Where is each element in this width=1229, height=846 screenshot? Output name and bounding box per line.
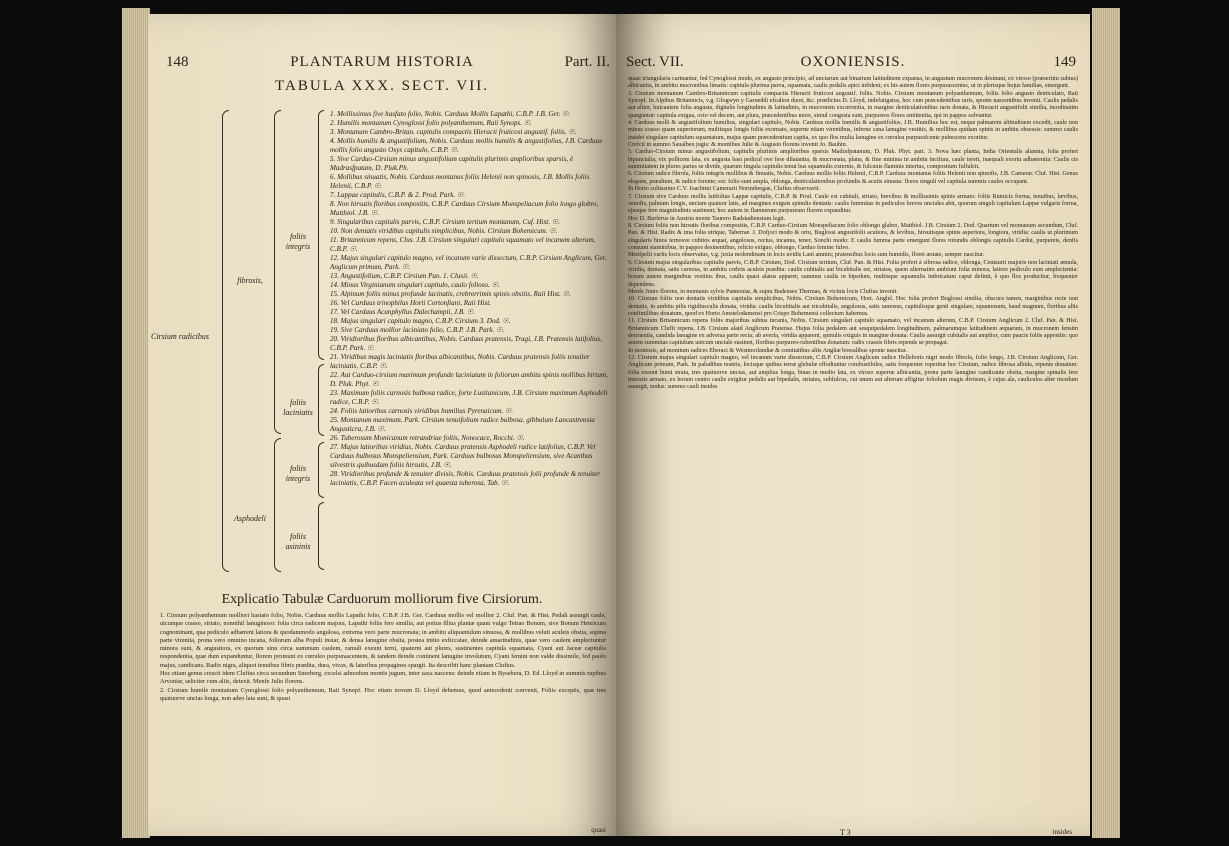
right-running-head: OXONIENSIS.: [800, 54, 906, 70]
right-page: [616, 14, 1090, 836]
sub-laciniatis: foliis laciniatis: [283, 398, 313, 417]
sub-integris-2: foliis integris: [285, 464, 311, 483]
table-entry: 9. Singularibus capitulis parvis, C.B.P. Cirsium tertium montanum, Cuf. Hist. ☉.: [330, 218, 560, 226]
table-entry: 8. Non hirsutis floribus compositis, C.B.P. Carduus Cirsium Monspeliacum folio longo globro, Matthiol. J.B. ☉.: [330, 200, 599, 217]
right-body-text: [628, 76, 1078, 392]
left-running-head: PLANTARUM HISTORIA: [290, 54, 474, 70]
paragraph: 8. Cirsium foliis non hirsutis floribus compositis, C.B.P. Carduo-Cirsium Monspeliacum folio oblongo glabro, Matthiol. J.B. Cirsium 2. Dod. Quartum vel montanum secundum, Cluf. Pan. & Hist. Radix & ima folia utrique, Tabernæ. J. Dofjoci modo & ortu, Buglossi angustifolii acutiora, & levibus, hirsutisque spinis asperiora, longiora, viridia: caulis ut plurimum singularis binos ternosve cubitos æquat, angulosus, rectus, incanus, tener, Sonchi modo: E caulis fumma parte emergunt flores rotundis oblongis capitulis Cardui, purpureis, denfis constant staminibus, in pappos desinentibus, relicto exiguo, oblongo, Carduo femine fulvo.: [628, 222, 1078, 251]
right-section-label: Sect. VII.: [626, 54, 684, 70]
table-entry: 28. Viridioribus profunde & tenuiter divisis, Nobis. Carduus pratensis folii profunde & tenuiter laciniatis, C.B.P. Facen aculeata vel quaesta tuberosa, Tab. ☉.: [330, 470, 601, 487]
signature-mark: T 3: [840, 828, 851, 836]
integris-2-brace: [318, 442, 324, 498]
table-entry: 19. Sive Carduus mollior laciniato folio, C.B.P. J.B. Park. ☉.: [330, 326, 505, 334]
laciniatis-brace: [318, 364, 324, 436]
table-entry: 25. Montanum maximum, Park. Cirsium tenuifolium radice bulbosa, gibbulum Lancastrensia Angusticra, J.B. ☉.: [330, 416, 595, 433]
table-entry: 2. Humilis montanum Cynoglossi folio polyanthemum, Raii Synops. ☉.: [330, 119, 532, 127]
paragraph: Crefcit in summo Saualbeu jugis: & montibus Julie & Augusto florens invenit Jo. Bauhin.: [628, 142, 848, 149]
explicatio-title: Explicatio Tabulæ Carduorum molliorum five Cirsiorum.: [221, 592, 543, 607]
table-entry: 6. Mollibus sinuatis, Nobis. Carduus montanus foliis Helenii non spinosis, J.B. Mollis foliis Helenii, C.B.P. ☉.: [330, 173, 590, 190]
sub-integris: foliis integris: [285, 232, 311, 251]
table-entry: 22. Aut Carduo-cirsium maximum profunde laciniatum in foliorum ambitu spinis mollibus hirtum, D. Pluk. Phyt. ☉.: [330, 371, 608, 388]
paragraph: In montosis, ad montium radices Eberaci & Westmorlandiæ & comitatibus aliis Angliæ borealibus sponte nascitur.: [628, 347, 907, 354]
root-brace: [222, 110, 229, 572]
paragraph: 2. Cirsium humile montanum Cynoglossi folio polyanthemum, Raii Synopf. Hoc etiam novum D. Lloyd debemus, quod antecedenti convenit, Foliis exceptis, quæ tres quatuorve uncias longa, non adeo lata sunt, & quasi: [160, 686, 606, 702]
paragraph: 9. Cirsium majus singularibus capitulis parvis, C.B.P. Cirsium, Dod. Cirsium tertium, Cluf. Pan. & Hist. Folia profert à sibrosa radice, oblonga, Centaurii majoris non laciniati æmula, viridia, dentata, satis carnosa, in ambitu crebris aculeis prædita: caulis cubitalis aut bicubitalis est, striatus, quem alternatim ambiunt folia minora, latiore pediculo eum amplectentia: horum autem marginibus vestitus ibus, caulis quasi alatus apparet; summus caulis in bipedum, multisque squamulis imbricatum caput definit, è quo flos producitur, frequenter dependens.: [628, 259, 1078, 288]
table-entry: 20. Viridioribus floribus albicantibus, Nobis. Carduus pratensis, Tragi, J.B. Pratensis latifolius, C.B.P. Park. ☉.: [330, 335, 602, 352]
table-entry: 23. Maximum foliis carnosis bulbosa radice, forte Lusitanicum, J.B. Cirsium maximum Asphodeli radice, C.B.P. ☉.: [330, 389, 608, 406]
table-entry: 26. Tuberosum Monicanum retrandriae foliis, Nonocace, Rocchi. ☉.: [330, 434, 525, 442]
paragraph: 6. Cirsium radice fibrofa, foliis integris mollibus & finuatis, Nobis. Carduus mollis foliis Helenii, C.B.P. Carduus montanus foliis Helenii non spinofis, J.B. Camerar. Cluf. Hist. Genus elegans, præaltum, & radice ferente; est: folio sunt ampla, oblonga, denticulationibus profundis & acutis sinuata: flores singuli vel capitula summis caules occupant.: [628, 171, 1078, 185]
left-page-number: 148: [166, 54, 189, 70]
paragraph: 12. Cirsium majus singulari capitulo magno, vel incanum varie dissectum, C.B.P. Cirsium Anglicum radice Helleboris nigri modo fibrofa, folio longo, J.B. Cirsium Anglicum, Ger. Anglicum primum, Park. In paludibus nostris, locisque quibus terræ glebulæ effodiuntur combustibiles, satis frequenter reperitur hoc Cirsium, radice fibrosa albida, repente donatum: folia exeunt humi strata, tres quatuorve uncias, aut amplius longa, binas in medio lata, ex viroso superne albicantia, prona parte lanugine candicante obsita, margine spinulis fere innoxiis armato, ex horum centro caulis exigitur pedalis aut bipedalis, striatus, subfulcus, cui unum aut alterum affigitur foliolum magis divisum, è cujus ala, cauliculos alter incedum assurgit, nodus: summo cauli insides: [628, 355, 1078, 391]
fibrosis-brace: [274, 110, 281, 434]
right-catchword: insides: [1052, 828, 1072, 836]
table-entry: 7. Lappae capitulis, C.B.P. & 2. Prod. Park. ☉.: [330, 191, 466, 199]
sub-asininis: foliis asininis: [285, 532, 311, 551]
table-entry: 15. Alpinum foliis minus profunde lacinatis, crebrerrimis spinis obsitis, Raii Hist. ☉.: [330, 290, 571, 298]
paragraph: Menfe Junio florens, in montanis sylvis Pannoniæ, & supra Badenses Thermas, & vicinis locis Clufius invenit.: [628, 288, 898, 295]
table-entry: 4. Mollis humilis & angustifolium, Nobis. Carduus mollis humilis & angustifolius, J.B. Carduus mollis folio angusto Oxys capitulo, C.B.P. ☉.: [330, 137, 602, 154]
paragraph: 10. Cirsium foliis non dentatis viridibus capitulis simplicibus, Nobis. Cirsium Bohemicum, Hort. Anglel. Hoc folia profert Buglossi similia, obscura tamen, marginibus recte non dentatis, in ambitu pilis rigidiusculis donata, viridia: caulis bicubitalis aut tricubitalis, angulosus, satis ramosus, capitulisque genti singulare, squamosum, haud magnum, floribus aliis confimilibus donatum, quod ex Horto Amstelodamensi pro Crispo Bohemensi collectum habemus.: [628, 296, 1078, 317]
right-page-number: 149: [1053, 54, 1076, 70]
paragraph: Menfpelii variis locis observatus, v.g. juxta molendinum in locis uvidis Lani ammis; pratensibus locis sum humidis, floret æstate, semper nascitur.: [628, 252, 985, 259]
paragraph: 1. Cirsium polyanthemum molliori hastato folio, Nobis. Carduus mollis Lapathi folio, C.B.P. J.B. Ger. Carduus mollis vel mollior 2. Cluf. Pan. & Hist. Pedali assurgit caule, utcunque crasso, striato, nonnihil lanuginoso: folia circa radicem majora, Lapathi foliis fere similia, aut potius illius plantæ quam vulgo Tetrao Bonum, sive Bonum Henricum cognominant, qua pediculo adhærent latiora & quodammodo angulosa, extrema vero parte mucronata; in ambitu aliquantulum sinuosa, & mollibus veluti aculeis obsita, supina parte virentia, prona vero omnino incana, foliorum alba Populi instar, & densa lanugine obsita, postea initio exficcatae, deinde amaritudinis, quae vero caulem amplectuntur minora sunt, & angustiora, ex quorum sinu circa summum caulem, ramuli exeunt terni, quaterni aut plures, sustinentes capitula squamata, Cyani aut Jaceæ capitulis respondentia, quæ dum expanduntur, florem promunt ex cœruleo purpurascentem, & tandem deinde continent lanugine involutum, Cyani femini non valde dissimile, fed paulo majus, candicans. Radix nigra, aliquot tenuibus fibris prædita, dura, vivax, & lateribus propagines spargit. Ita describit hanc plantam Clufius.: [160, 612, 606, 669]
table-entry: 11. Britannicum repens, Clus. J.B. Cirsium singulari capitulo squamato vel incanum alterum, C.B.P. ☉.: [330, 236, 596, 253]
table-entry: 13. Angustifolium, C.B.P. Cirsium Pan. 1. Clusii. ☉.: [330, 272, 479, 280]
left-body-text: [160, 612, 606, 703]
right-page-edges: [1092, 8, 1120, 838]
left-page-edges: [122, 8, 150, 838]
table-entry: 10. Non dentatis viridibus capitulis simplicibus, Nobis. Cirsium Bohemicum. ☉.: [330, 227, 558, 235]
left-catchword: quasi: [591, 826, 606, 834]
left-part-label: Part. II.: [564, 54, 610, 70]
branch-fibrosis: fibrosis,: [237, 276, 263, 285]
integris-brace: [318, 110, 324, 360]
table-entry: 17. Vel Carduus Acanphyllus Dalechampii, J.B. ☉.: [330, 308, 475, 316]
table-entry: 16. Vel Carduus trinophilus Horti Cortonfiani, Raii Hist.: [330, 299, 491, 307]
paragraph: quasi triangularia carinantur, fed Cynoglossi modo, ex angusto principio, ad unciarum aut binarium latitudinem expansa, in angustum mucronem desinunt, ex viroso (præsertim subtus) albicantia, in ambitu mucronibus limatis: capitula plurima parva, squamata, caulis pedalis apici infident; ex his autem flores purpurascentes, ut in plerisque hujus familiae, emergunt.: [628, 76, 1078, 90]
table-entry: 3. Montanum Cambro-Britan. capitulis compactis Hieracii fruticosi angustif. foliis. ☉.: [330, 128, 577, 136]
root-label: Cirsium radicibus: [150, 332, 209, 341]
asphodeli-brace: [274, 438, 281, 572]
table-entry: 18. Majus singulari capitulo magno, C.B.P. Cirsium 3. Dod. ☉.: [330, 317, 511, 325]
paragraph: 7. Cirsium sive Carduus mollis latifolius Lappæ capitulis, C.B.P. & Prod. Caule est cubitali, striato, brevibus & mollissimis spinis armato: foliis Rumicis forma, tenuibus, lævibus, venofis, palmum longis, unciam quatuor latis, ad margines exiguis spinulis dentatis: caulis fummitas in pediculos breves unciales abit, quorum singuli capitulum Lappæ vulgaris forma, ejusque fere magnitudinis sustinent; hoc autem in flammeum purpureum florem expanditur.: [628, 193, 1078, 215]
table-entry: 21. Viridibus magis laciniatis floribus albicantibus, Nobis. Carduus pratensis foliis tenuiter laciniatis, C.B.P. ☉.: [330, 353, 590, 370]
paragraph: 4. Carduus molli & angustifolium humilius, singulari capitulo, Nobis. Carduus mollis humilis & angustifolius, J.B. Humilius hoc est, neque palmarem altitudinem excedit, caule non minus crasso quam superiorum, multisque longis foliis exornato, superne etiam virentibus, inferne cana lanugine vestitis, & mollibus quidam spinis in ambitu obsessis: summo caulis insidet singulare capitulum squamatum, majus quam præcedentium capita, ex quo flos multa lanugine ex cœrulea purpurafcente pubescens exoritur.: [628, 120, 1078, 141]
paragraph: 3. Cirsium montanum Cambro-Britannicum capitulis compactis Hieracii fruticosi angustif. foliis. Nobis. Cirsium montanum polyanthemum, foliis folio angusto denticulato, Raii Synopf. In Alpibus Britannicis, v.g. Glogwyn y Garneddi efcalion duon, &c. prædictus D. Lloyd, indefatigatus, hoc cum præcedentibus raris, sponte nascentibus invenit. Caulis pedalis aut altior, huicautem folia angusta, digitalis longitudinis & latitudinis, in mucronem excurrentia, in margine denticulationibus raris donata, & Hieracii angustifolii similia, inordinatim sparguntur: capitula exigua, octo vel decem, aut plura, præcedentibus more, simul congesta sunt, purpureos flores emittentia, qui in pappos solvuntur.: [628, 90, 1078, 119]
left-page: [148, 14, 616, 836]
table-entry: 24. Foliis latioribus carnosis viridibus humilius Pyrenaicum. ☉.: [330, 407, 514, 415]
paragraph: 5. Carduo-Cirsium minus angustifolium, capitulis plurimis amplioribus sparsis Madrafpatanum, D. Pluk. Phyt. part. 3. Nova hæc planta, India Orientalis alumna, folia profert bipunctalia, vix pollicem lata, ex angusta basi pedicul ove fese dilatantia, & mucronata, plana, & fine minima in ambitu incifura, caule tereti, inæquali exortu adhærentia: Caulis cis summitatem in plures partes se divide, quarum fingula capitulis tenui bus squamulis externis, & fulcunis flaminis interius, compositum fulfulcit.: [628, 149, 1078, 171]
branch-asphodeli: Asphodeli: [234, 514, 266, 523]
table-entry: 5. Sive Carduo-Cirsium minus angustifolium capitulis plurimis amplioribus sparsis, è Madrasfpatam, D. Pluk.Ph.: [330, 155, 574, 172]
paragraph: Hoc D. Burferus in Austria monte Taurero Radstadiensium legit.: [628, 215, 786, 222]
asininis-brace: [318, 502, 324, 570]
table-entry: 12. Majus singulari capitulo magno, vel incanum varie dissectum, C.B.P. Cirsium Anglicum, Ger. Anglicum primum, Park. ☉.: [330, 254, 607, 271]
table-entry: 27. Majus latioribus viridius, Nobis. Carduus pratensis Asphodeli radice latifolius, C.B.P. Vel Carduus bulbosus Monspeliensium, Park. Carduus bulbosus Monspeliensium, sive Acanthus silvestris quibusdam foliis hirsutis, J.B. ☉.: [330, 443, 596, 469]
paragraph: 11. Cirsium Britannicum repens foliis majoribus subtus incanis, Nobis. Cirsium singulari capitulo squamato, vel incanum alterum, C.B.P. Cirsium Anglicum 2. Cluf. Pan. & Hist. Britannicum Clufii repens, J.B. Cirsium alatd Anglicum Pratense. Hujus folia pedalem aut sesquipedalem longitudinem, palmarumque latitudinem æquarum, in mucronem fensim desinentia, candida lanugine ex adversa parte recta; ab averfa, viridia apparent, spinulis exiguis in margine donata: Caulis assurgit cubitalis aut amplior, cum paucis foliis appositis: quo autem summitas capitulum unicum unciale sustinet, floribus purpureo-rubentibus donatum: radix crassis fibris repends se propagat.: [628, 318, 1078, 347]
paragraph: In Horto cultissimo C.V. Joachimi Camerarii Norimbergae, Clufius observavit.: [628, 186, 821, 193]
paragraph: Hoc etiam genus crescit idem Clufius circa secundum Sneeberg, excelsi admodum montis jugum, inter saxa nascens: deinde etiam in Bysebera, D. Ed. Lloyd in summis rupibus Arvoniæ, seliciter cum aliis, detexit. Menfe Julio florens.: [160, 670, 606, 686]
table-entries: [330, 110, 612, 488]
table-title: TABULA XXX. SECT. VII.: [275, 78, 489, 94]
table-entry: 1. Mollissimus five hasfato folio, Nobis. Carduus Mollis Lapathi, C.B.P. J.B. Ger. ☉.: [330, 110, 571, 118]
table-entry: 14. Minus Virginianum singulari capitulo, caulo folioso. ☉.: [330, 281, 500, 289]
